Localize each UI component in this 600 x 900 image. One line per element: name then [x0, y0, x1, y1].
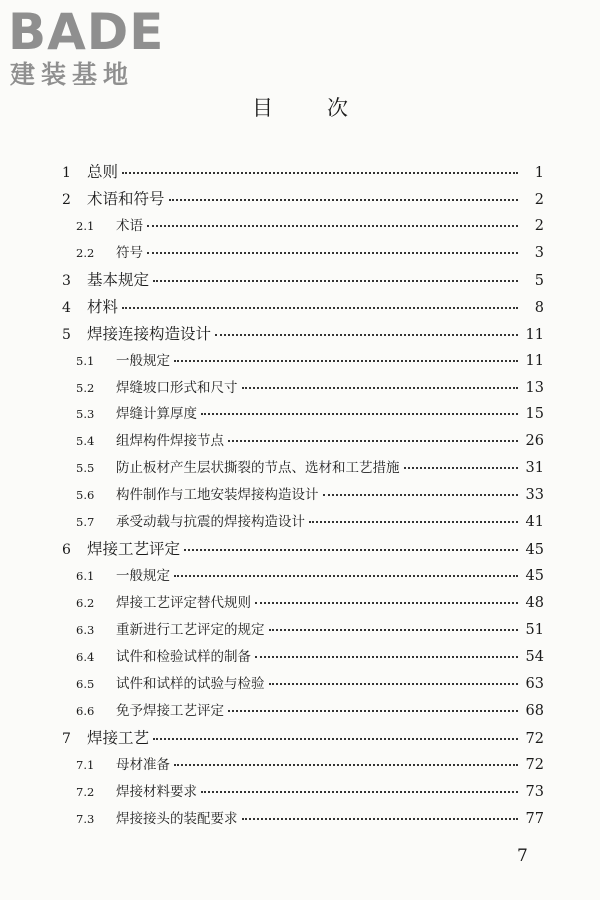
toc-section-entry — [62, 780, 544, 807]
toc-chapter-entry — [62, 726, 544, 753]
toc-dot-leader — [323, 494, 519, 496]
toc-entry-title: 试件和试样的试验与检验 — [116, 675, 265, 692]
toc-dot-leader — [242, 818, 519, 820]
toc-dot-leader — [201, 791, 518, 793]
toc-entry-title: 焊缝计算厚度 — [116, 406, 197, 423]
toc-entry-number: 2 — [62, 191, 71, 208]
toc-entry-page: 73 — [525, 783, 544, 800]
toc-section-entry — [62, 591, 544, 618]
toc-section-entry — [62, 402, 544, 429]
toc-chapter-entry — [62, 322, 544, 349]
toc-entry-page: 5 — [534, 272, 544, 289]
toc-entry-number: 5.1 — [76, 353, 95, 368]
toc-entry-page: 41 — [525, 514, 544, 531]
toc-entry-title: 防止板材产生层状撕裂的节点、选材和工艺措施 — [116, 460, 400, 477]
toc-dot-leader — [174, 575, 518, 577]
toc-entry-title: 焊缝坡口形式和尺寸 — [116, 379, 238, 396]
toc-dot-leader — [255, 602, 518, 604]
toc-section-entry — [62, 699, 544, 726]
toc-entry-title: 基本规定 — [87, 270, 150, 289]
toc-dot-leader — [228, 440, 518, 442]
toc-section-entry — [62, 483, 544, 510]
toc-dot-leader — [242, 387, 519, 389]
toc-dot-leader — [201, 413, 518, 415]
toc-entry-number: 5.4 — [76, 434, 95, 449]
toc-entry-page: 31 — [525, 460, 544, 477]
toc-entry-number: 6.2 — [76, 596, 95, 610]
table-of-contents — [62, 160, 544, 833]
toc-entry-page: 2 — [534, 191, 544, 208]
toc-entry-number: 5.3 — [76, 407, 95, 422]
toc-entry-title: 承受动载与抗震的焊接构造设计 — [116, 514, 305, 531]
toc-entry-page: 51 — [525, 621, 544, 638]
toc-section-entry — [62, 753, 544, 780]
toc-chapter-entry — [62, 187, 544, 214]
toc-section-entry — [62, 214, 544, 241]
toc-entry-number: 6.5 — [76, 676, 95, 691]
toc-section-entry — [62, 672, 544, 699]
toc-entry-title: 试件和检验试样的制备 — [116, 648, 251, 665]
toc-section-entry — [62, 376, 544, 403]
toc-entry-title: 构件制作与工地安装焊接构造设计 — [116, 487, 319, 504]
toc-dot-leader — [309, 521, 518, 523]
toc-dot-leader — [174, 764, 518, 766]
toc-section-entry — [62, 349, 544, 376]
logo-wordmark: BADE — [8, 3, 165, 61]
toc-entry-number: 5 — [62, 326, 71, 343]
toc-dot-leader — [184, 549, 518, 551]
toc-dot-leader — [174, 360, 518, 362]
toc-entry-number: 6.1 — [76, 569, 95, 584]
toc-chapter-entry — [62, 268, 544, 295]
toc-dot-leader — [255, 656, 518, 658]
toc-entry-page: 1 — [534, 165, 544, 181]
toc-entry-number: 2.1 — [76, 218, 95, 233]
toc-entry-title: 焊接工艺评定 — [87, 540, 181, 559]
toc-entry-title: 材料 — [87, 297, 119, 316]
toc-entry-title: 焊接连接构造设计 — [87, 324, 212, 343]
toc-entry-title: 术语 — [116, 217, 143, 234]
toc-entry-title: 术语和符号 — [87, 189, 165, 208]
toc-chapter-entry — [62, 160, 544, 187]
toc-entry-title: 一般规定 — [116, 352, 170, 369]
toc-entry-number: 1 — [62, 165, 71, 181]
toc-entry-number: 6.3 — [76, 622, 95, 637]
toc-section-entry — [62, 241, 544, 268]
toc-entry-page: 26 — [525, 433, 544, 450]
toc-dot-leader — [228, 710, 518, 712]
toc-entry-title: 母材准备 — [116, 756, 170, 773]
toc-entry-page: 2 — [534, 217, 544, 234]
toc-entry-number: 6.6 — [76, 703, 95, 718]
toc-entry-title: 符号 — [116, 244, 143, 261]
logo-subtitle: 建装基地 — [10, 60, 135, 89]
bade-logo — [8, 4, 188, 94]
toc-entry-number: 4 — [62, 299, 71, 316]
toc-entry-number: 5.6 — [76, 488, 95, 503]
toc-section-entry — [62, 807, 544, 834]
toc-entry-title: 焊接工艺评定替代规则 — [116, 595, 251, 611]
toc-dot-leader — [153, 738, 518, 740]
toc-entry-title: 总则 — [87, 163, 119, 181]
toc-section-entry — [62, 645, 544, 672]
toc-dot-leader — [122, 172, 518, 174]
toc-chapter-entry — [62, 295, 544, 322]
toc-section-entry — [62, 618, 544, 645]
page-title: 目次 — [252, 96, 402, 120]
toc-dot-leader — [122, 307, 518, 309]
toc-entry-title: 组焊构件焊接节点 — [116, 433, 224, 450]
toc-entry-number: 7.3 — [76, 811, 95, 826]
toc-entry-page: 68 — [525, 702, 544, 719]
toc-dot-leader — [269, 629, 519, 631]
toc-entry-page: 45 — [525, 542, 544, 559]
toc-entry-page: 15 — [525, 406, 544, 423]
toc-entry-title: 焊接材料要求 — [116, 783, 197, 800]
toc-entry-title: 重新进行工艺评定的规定 — [116, 621, 265, 638]
toc-dot-leader — [147, 225, 518, 227]
toc-entry-title: 一般规定 — [116, 568, 170, 585]
toc-entry-number: 3 — [62, 272, 71, 289]
toc-entry-number: 2.2 — [76, 245, 95, 260]
toc-entry-page: 72 — [525, 730, 544, 747]
toc-dot-leader — [404, 467, 519, 469]
toc-entry-title: 焊接工艺 — [87, 728, 150, 747]
toc-chapter-entry — [62, 537, 544, 564]
toc-entry-page: 72 — [525, 756, 544, 773]
toc-entry-page: 11 — [525, 326, 544, 343]
toc-entry-number: 7.1 — [76, 757, 95, 772]
toc-section-entry — [62, 429, 544, 456]
toc-dot-leader — [169, 199, 518, 201]
toc-section-entry — [62, 564, 544, 591]
toc-entry-page: 11 — [525, 352, 544, 369]
toc-entry-page: 48 — [525, 595, 544, 611]
toc-dot-leader — [147, 252, 518, 254]
toc-entry-number: 5.5 — [76, 461, 95, 476]
toc-section-entry — [62, 456, 544, 483]
toc-entry-page: 77 — [525, 810, 544, 827]
toc-entry-page: 13 — [525, 379, 544, 396]
toc-entry-page: 8 — [534, 299, 544, 316]
toc-entry-number: 7 — [62, 730, 71, 747]
toc-entry-page: 54 — [525, 648, 544, 665]
toc-dot-leader — [215, 334, 518, 336]
toc-dot-leader — [153, 280, 518, 282]
toc-entry-title: 免予焊接工艺评定 — [116, 702, 224, 719]
toc-entry-number: 6.4 — [76, 649, 95, 664]
toc-entry-number: 5.7 — [76, 515, 95, 530]
toc-entry-title: 焊接接头的装配要求 — [116, 810, 238, 827]
toc-dot-leader — [269, 683, 519, 685]
toc-entry-number: 6 — [62, 542, 71, 559]
toc-entry-page: 33 — [525, 487, 544, 504]
toc-entry-number: 5.2 — [76, 380, 95, 395]
toc-entry-page: 45 — [525, 568, 544, 585]
toc-entry-number: 7.2 — [76, 784, 95, 799]
toc-entry-page: 3 — [534, 244, 544, 261]
page-number: 7 — [517, 846, 528, 866]
toc-section-entry — [62, 510, 544, 537]
toc-entry-page: 63 — [525, 675, 544, 692]
